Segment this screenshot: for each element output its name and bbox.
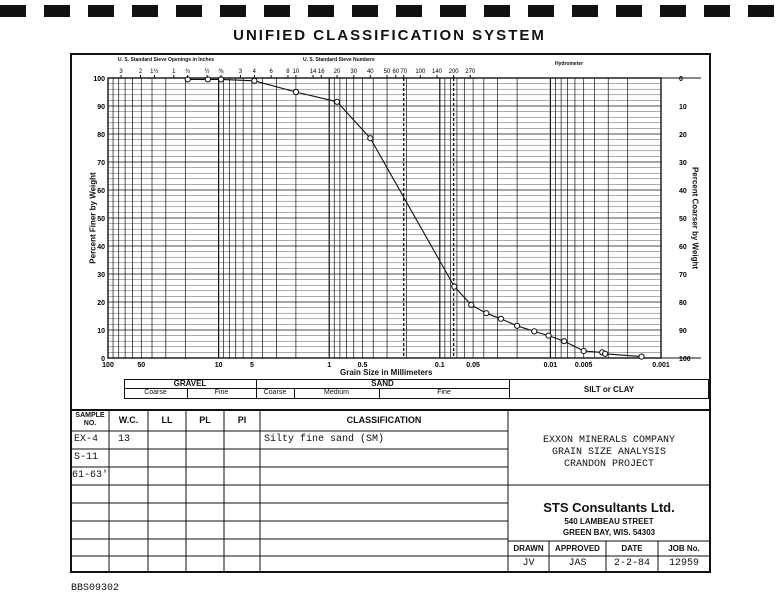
y-tick-label-right: 40 xyxy=(679,188,687,195)
sieve-number-label: 14 xyxy=(309,69,317,75)
sieve-inch-label: ½ xyxy=(204,69,210,75)
y-tick-label-left: 50 xyxy=(97,216,105,223)
x-tick-label: 50 xyxy=(137,362,146,369)
gravel-label: GRAVEL xyxy=(173,379,207,388)
approved-value: JAS xyxy=(568,558,587,569)
y-tick-label-left: 30 xyxy=(97,272,105,279)
y-axis-label-right: Percent Coarser by Weight xyxy=(690,166,700,270)
x-tick-label: 10 xyxy=(214,362,223,369)
y-tick-label-left: 60 xyxy=(97,188,105,195)
company-street: 540 LAMBEAU STREET xyxy=(564,517,654,526)
y-tick-label-left: 20 xyxy=(97,300,105,307)
row3-sample: 61-63' xyxy=(72,470,109,481)
y-tick-label-right: 10 xyxy=(679,104,687,111)
x-tick-label: 0.005 xyxy=(574,362,593,369)
sand-label: SAND xyxy=(371,379,394,388)
project-line-2: GRAIN SIZE ANALYSIS xyxy=(551,447,667,458)
y-tick-label-right: 0 xyxy=(679,76,683,83)
sand-coarse-label: Coarse xyxy=(263,389,287,396)
x-tick-label: 5 xyxy=(249,362,254,369)
y-tick-label-right: 90 xyxy=(679,328,687,335)
sieve-inch-label: 2 xyxy=(138,69,143,75)
date-value: 2-2-84 xyxy=(613,558,650,569)
sieve-number-label: 100 xyxy=(415,69,426,75)
sieve-number-label: 8 xyxy=(286,69,290,75)
footer-code: BBS09302 xyxy=(71,583,120,594)
drawn-label: DRAWN xyxy=(513,544,544,553)
sieve-inch-label: ¾ xyxy=(185,69,191,75)
sieve-number-label: 16 xyxy=(317,69,325,75)
x-tick-label: 100 xyxy=(102,362,114,369)
row1-classification: Silty fine sand (SM) xyxy=(264,434,385,445)
x-tick-label: 1 xyxy=(327,362,332,369)
sand-fine-label: Fine xyxy=(437,389,451,396)
sieve-inches-heading: U. S. Standard Sieve Openings in Inches xyxy=(118,57,215,63)
sieve-numbers-heading: U. S. Standard Sieve Numbers xyxy=(303,57,375,63)
sieve-inch-label: 3 xyxy=(119,69,123,75)
job-value: 12959 xyxy=(668,558,699,569)
y-tick-label-left: 90 xyxy=(97,104,105,111)
hydrometer-heading: Hydrometer xyxy=(555,61,584,67)
sieve-number-label: 50 xyxy=(383,69,391,75)
y-tick-label-right: 80 xyxy=(679,300,687,307)
y-tick-label-left: 0 xyxy=(101,356,105,363)
y-tick-label-left: 80 xyxy=(97,132,105,139)
sieve-number-label: 70 xyxy=(400,69,408,75)
y-tick-label-right: 60 xyxy=(679,244,687,251)
row1-sample: EX-4 xyxy=(74,434,99,445)
header-pl: PL xyxy=(199,415,211,425)
sieve-number-label: 270 xyxy=(465,69,476,75)
silt-clay-label: SILT or CLAY xyxy=(583,385,635,394)
header-ll: LL xyxy=(161,415,173,425)
sand-medium-label: Medium xyxy=(324,389,349,396)
sieve-number-label: 10 xyxy=(292,69,300,75)
x-tick-label: 0.05 xyxy=(466,362,480,369)
y-tick-label-left: 100 xyxy=(93,76,105,83)
sieve-number-label: 3 xyxy=(238,69,243,75)
y-tick-label-right: 100 xyxy=(679,356,691,363)
gravel-coarse-label: Coarse xyxy=(144,389,167,396)
y-tick-label-left: 10 xyxy=(97,328,105,335)
sieve-number-label: 60 xyxy=(392,69,400,75)
y-tick-label-left: 70 xyxy=(97,160,105,167)
row1-wc: 13 xyxy=(118,434,131,445)
y-tick-label-left: 40 xyxy=(97,244,105,251)
sieve-number-label: 140 xyxy=(431,69,443,75)
approved-label: APPROVED xyxy=(555,544,600,553)
page-title: UNIFIED CLASSIFICATION SYSTEM xyxy=(233,27,546,44)
sieve-number-label: 30 xyxy=(350,69,358,75)
header-classification: CLASSIFICATION xyxy=(346,415,422,425)
sieve-number-label: 40 xyxy=(366,69,374,75)
x-tick-label: 0.01 xyxy=(543,362,558,369)
y-tick-label-right: 20 xyxy=(679,132,687,139)
y-tick-label-right: 30 xyxy=(679,160,687,167)
sieve-number-label: 4 xyxy=(252,69,257,75)
sieve-number-label: 6 xyxy=(269,69,273,75)
y-axis-label-left: Percent Finer by Weight xyxy=(88,172,98,264)
project-line-3: CRANDON PROJECT xyxy=(563,459,654,470)
project-line-1: EXXON MINERALS COMPANY xyxy=(542,435,676,446)
header-wc: W.C. xyxy=(118,415,139,425)
company-city: GREEN BAY, WIS. 54303 xyxy=(562,528,656,537)
x-axis-label: Grain Size in Millimeters xyxy=(340,368,433,377)
header-pi: PI xyxy=(237,415,247,425)
x-tick-label: 0.5 xyxy=(357,362,368,369)
drawn-value: JV xyxy=(522,558,535,569)
y-tick-label-right: 70 xyxy=(679,272,687,279)
sieve-inch-label: ⅜ xyxy=(218,69,224,75)
sieve-number-label: 200 xyxy=(448,69,459,75)
sieve-inch-label: 1½ xyxy=(150,69,159,75)
company-name: STS Consultants Ltd. xyxy=(543,500,675,515)
sieve-number-label: 20 xyxy=(333,69,341,75)
x-tick-label: 0.1 xyxy=(434,362,445,369)
header-sample: SAMPLE NO. xyxy=(75,412,105,427)
job-label: JOB No. xyxy=(668,544,700,553)
gravel-fine-label: Fine xyxy=(214,389,229,396)
sieve-inch-label: 1 xyxy=(172,69,176,75)
x-tick-label: 0.001 xyxy=(652,362,670,369)
date-label: DATE xyxy=(621,544,643,553)
row2-sample: S-11 xyxy=(74,452,99,463)
y-tick-label-right: 50 xyxy=(679,216,687,223)
